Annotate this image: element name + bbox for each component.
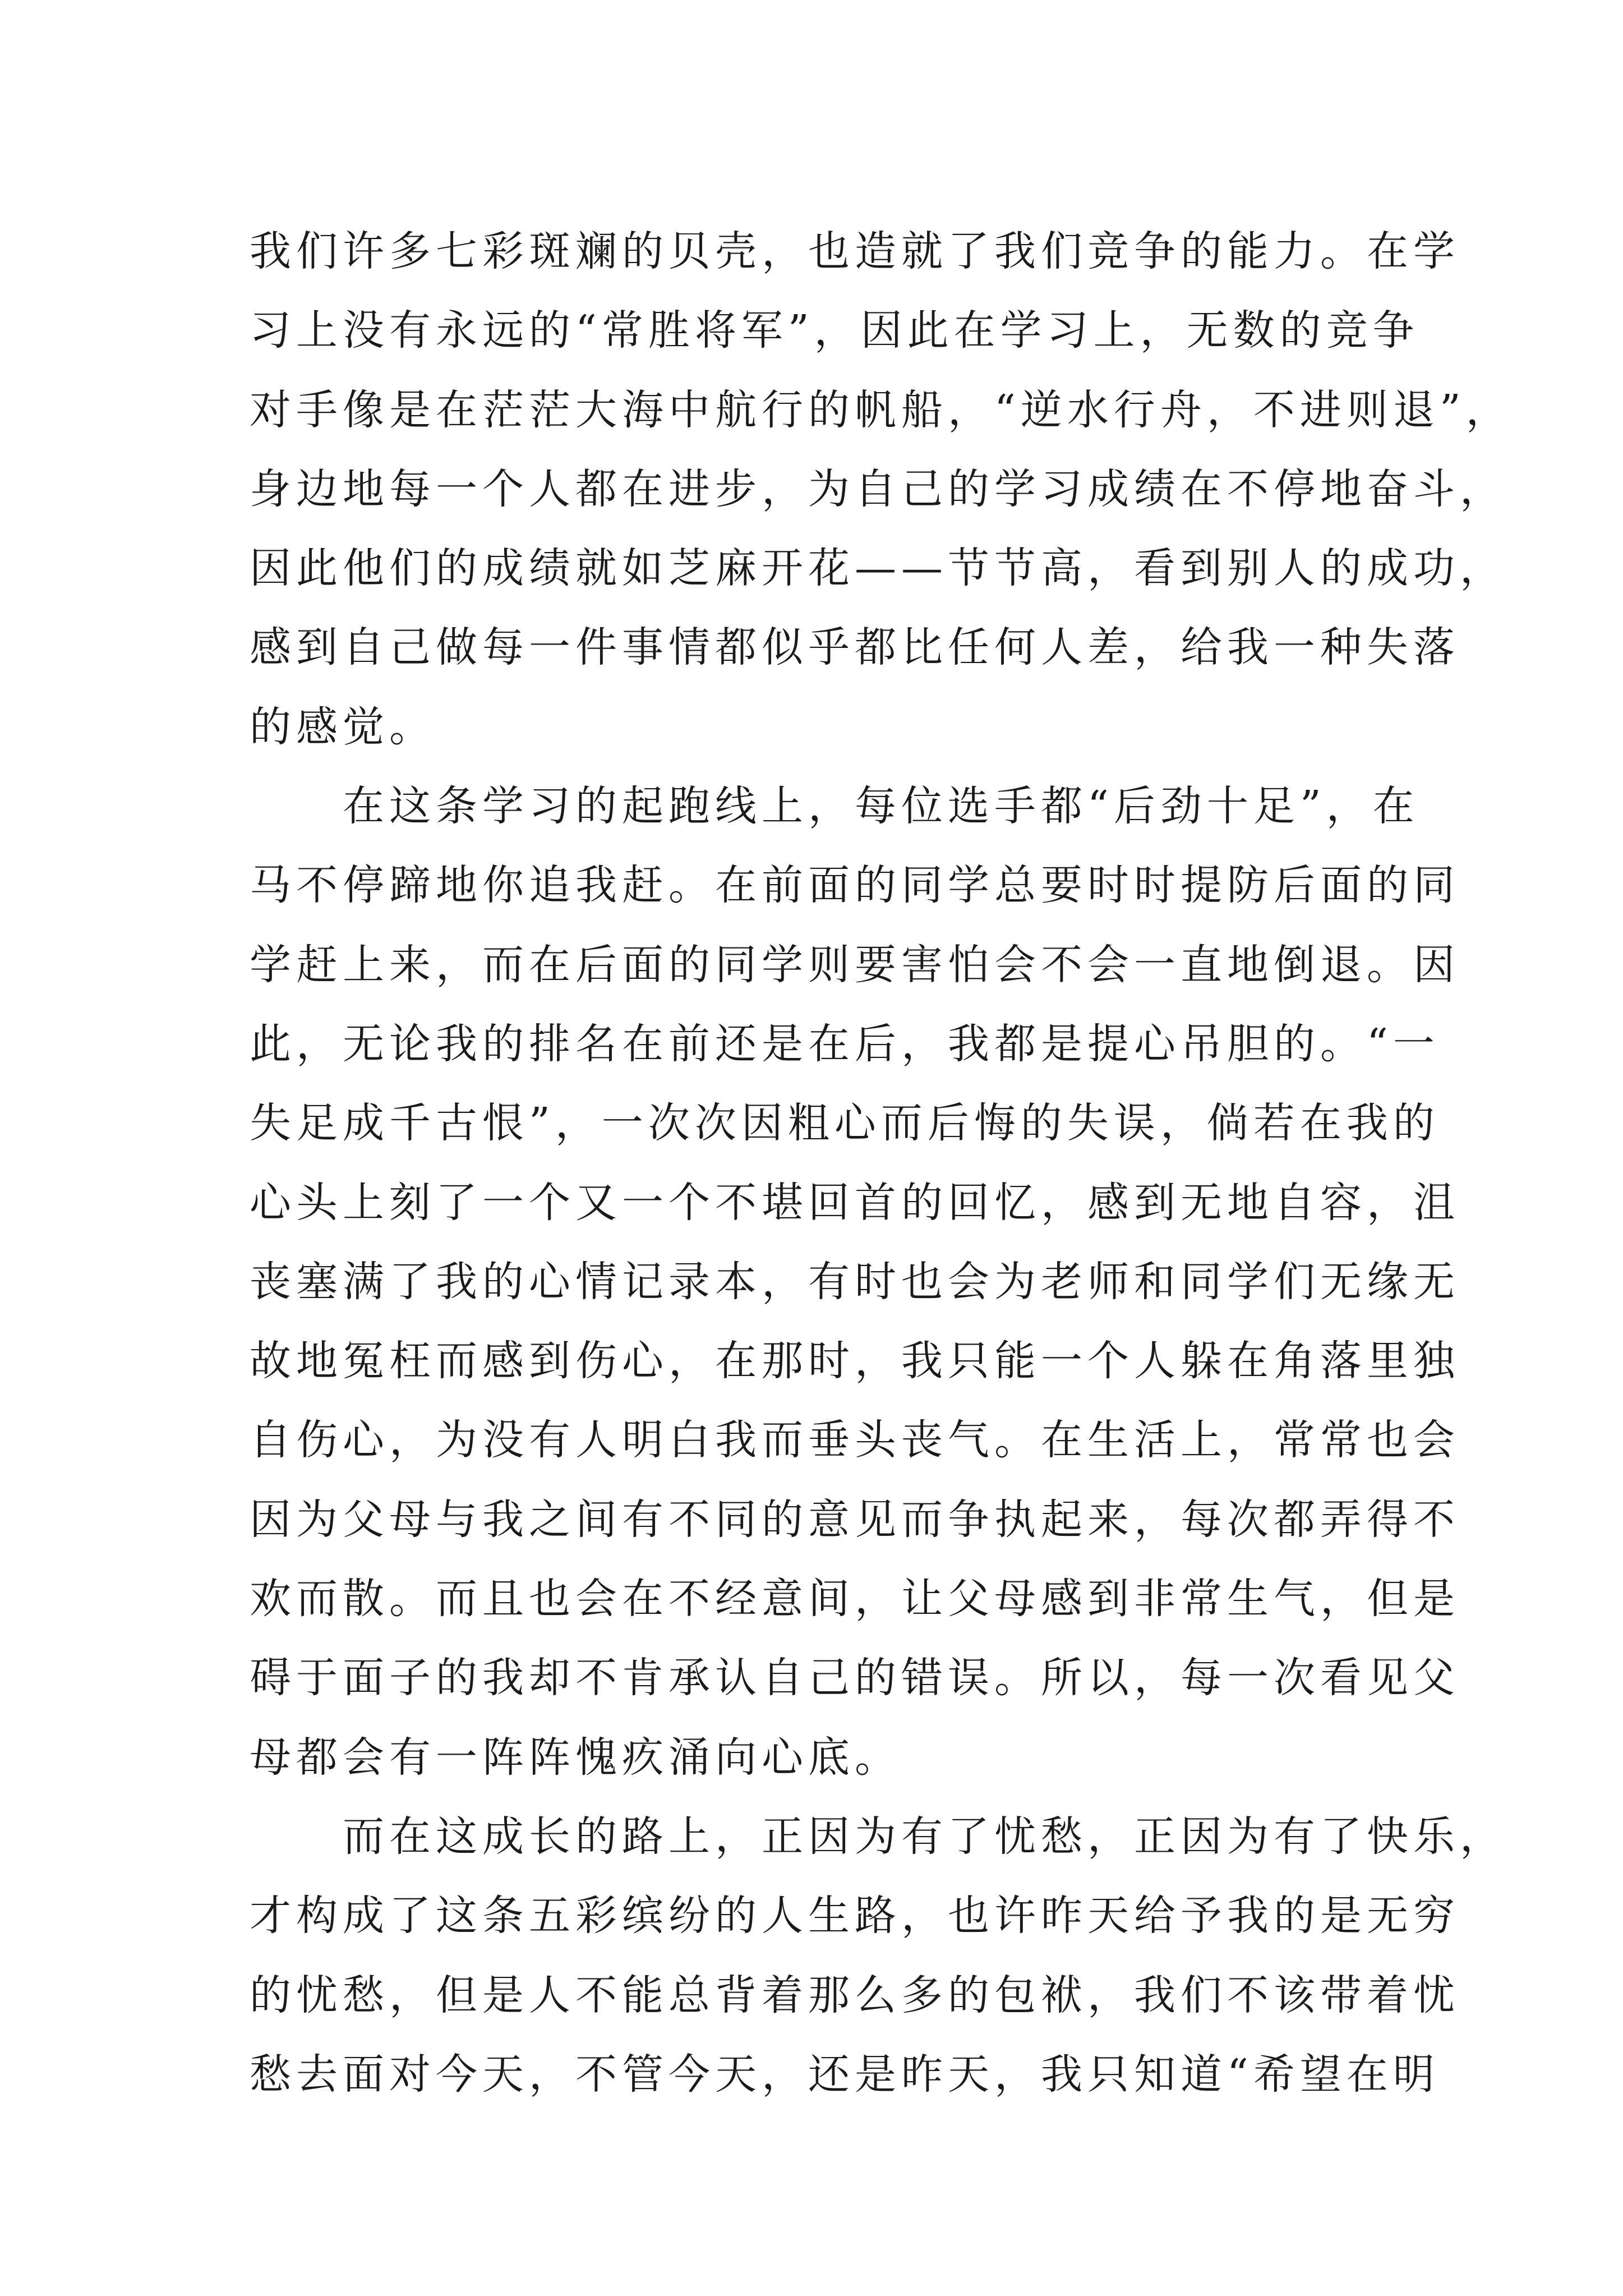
- text-line: 失足成千古恨”，一次次因粗心而后悔的失误，倘若在我的: [250, 1099, 1440, 1148]
- text-line: 习上没有永远的“常胜将军”，因此在学习上，无数的竞争: [250, 306, 1419, 355]
- text-line: 的忧愁，但是人不能总背着那么多的包袱，我们不该带着忧: [250, 1971, 1460, 2019]
- text-line: 我们许多七彩斑斓的贝壳，也造就了我们竞争的能力。在学: [250, 227, 1460, 275]
- text-line: 马不停蹄地你追我赶。在前面的同学总要时时提防后面的同: [250, 861, 1460, 910]
- text-line: 才构成了这条五彩缤纷的人生路，也许昨天给予我的是无穷: [250, 1892, 1460, 1940]
- text-line-paragraph-start: 在这条学习的起跑线上，每位选手都“后劲十足”，在: [343, 782, 1419, 831]
- text-line: 故地冤枉而感到伤心，在那时，我只能一个人躲在角落里独: [250, 1337, 1460, 1386]
- text-line: 自伤心，为没有人明白我而垂头丧气。在生活上，常常也会: [250, 1416, 1460, 1465]
- text-line: 对手像是在茫茫大海中航行的帆船，“逆水行舟，不进则退”，: [250, 385, 1513, 434]
- text-line: 因为父母与我之间有不同的意见而争执起来，每次都弄得不: [250, 1495, 1460, 1544]
- text-line: 身边地每一个人都在进步，为自己的学习成绩在不停地奋斗，: [250, 464, 1506, 513]
- text-line: 母都会有一阵阵愧疚涌向心底。: [250, 1733, 901, 1782]
- text-line: 丧塞满了我的心情记录本，有时也会为老师和同学们无缘无: [250, 1257, 1460, 1306]
- text-line: 碍于面子的我却不肯承认自己的错误。所以，每一次看见父: [250, 1654, 1460, 1703]
- text-line-paragraph-start: 而在这成长的路上，正因为有了忧愁，正因为有了快乐，: [343, 1812, 1506, 1861]
- text-line: 的感觉。: [250, 702, 436, 751]
- document-body-text: [250, 212, 1513, 2114]
- text-line: 心头上刻了一个又一个不堪回首的回忆，感到无地自容，沮: [250, 1178, 1460, 1227]
- text-line: 愁去面对今天，不管今天，还是昨天，我只知道“希望在明: [250, 2050, 1440, 2099]
- text-line: 因此他们的成绩就如芝麻开花——节节高，看到别人的成功，: [250, 544, 1506, 593]
- text-line: 此，无论我的排名在前还是在后，我都是提心吊胆的。“一: [250, 1019, 1440, 1068]
- text-line: 学赶上来，而在后面的同学则要害怕会不会一直地倒退。因: [250, 940, 1460, 989]
- text-line: 欢而散。而且也会在不经意间，让父母感到非常生气，但是: [250, 1575, 1460, 1623]
- text-line: 感到自己做每一件事情都似乎都比任何人差，给我一种失落: [250, 623, 1460, 672]
